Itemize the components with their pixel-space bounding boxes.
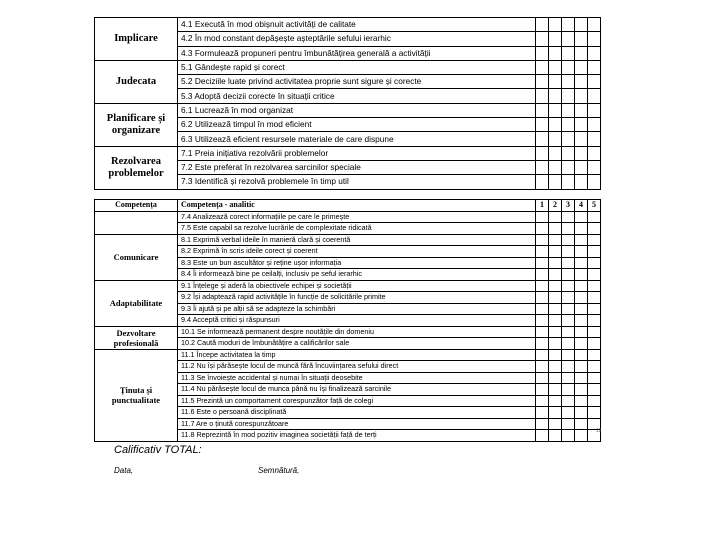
score-cell[interactable] [549, 18, 562, 32]
table-row [95, 18, 601, 32]
score-cell[interactable] [588, 349, 601, 361]
criterion-text: 10.1 Se informează permanent despre noutățile din domeniu [178, 326, 536, 338]
score-cell[interactable] [588, 372, 601, 384]
score-cell[interactable] [588, 211, 601, 223]
table-row [95, 349, 601, 361]
score-cell[interactable] [588, 326, 601, 338]
score-cell[interactable] [549, 349, 562, 361]
score-cell[interactable] [549, 46, 562, 60]
score-cell[interactable] [588, 395, 601, 407]
score-cell[interactable] [549, 395, 562, 407]
score-cell[interactable] [588, 160, 601, 174]
score-cell[interactable] [536, 349, 549, 361]
score-cell[interactable] [549, 211, 562, 223]
score-cell[interactable] [588, 246, 601, 258]
criterion-text: 7.5 Este capabil sa rezolve lucrările de complexitate ridicată [178, 223, 536, 235]
score-cell[interactable] [562, 361, 575, 373]
header-score-3: 3 [562, 200, 575, 212]
score-cell[interactable] [575, 292, 588, 304]
score-cell[interactable] [575, 326, 588, 338]
score-cell[interactable] [549, 103, 562, 117]
score-cell[interactable] [562, 211, 575, 223]
score-cell[interactable] [575, 338, 588, 350]
score-cell[interactable] [549, 75, 562, 89]
score-cell[interactable] [549, 338, 562, 350]
score-cell[interactable] [536, 338, 549, 350]
score-cell[interactable] [575, 18, 588, 32]
score-cell[interactable] [575, 361, 588, 373]
score-cell[interactable] [536, 234, 549, 246]
category-cell: Planificare și organizare [95, 103, 178, 146]
score-cell[interactable] [536, 118, 549, 132]
score-cell[interactable] [588, 75, 601, 89]
score-cell[interactable] [562, 407, 575, 419]
category-cell: Dezvoltare profesională [95, 326, 178, 349]
score-cell[interactable] [562, 160, 575, 174]
score-cell[interactable] [562, 280, 575, 292]
criterion-text: 4.1 Execută în mod obișnuit activități de calitate [178, 18, 536, 32]
score-cell[interactable] [575, 280, 588, 292]
criterion-text: 8.3 Este un bun ascultător și reține ușor informația [178, 257, 536, 269]
score-cell[interactable] [549, 234, 562, 246]
score-cell[interactable] [588, 269, 601, 281]
score-cell[interactable] [575, 75, 588, 89]
criterion-text: 7.3 Identifică și rezolvă problemele în timp util [178, 175, 536, 189]
score-cell[interactable] [536, 292, 549, 304]
criterion-text: 9.4 Acceptă critici și răspunsuri [178, 315, 536, 327]
score-cell[interactable] [549, 280, 562, 292]
score-cell[interactable] [588, 234, 601, 246]
score-cell[interactable] [562, 269, 575, 281]
criterion-text: 9.1 Înțelege și aderă la obiectivele echipei și societății [178, 280, 536, 292]
table-row [95, 234, 601, 246]
score-cell[interactable] [536, 326, 549, 338]
score-cell[interactable] [536, 280, 549, 292]
score-cell[interactable] [575, 132, 588, 146]
score-cell[interactable] [549, 132, 562, 146]
score-cell[interactable] [562, 246, 575, 258]
table-row [95, 60, 601, 74]
criterion-text: 5.2 Deciziile luate privind activitatea proprie sunt sigure și corecte [178, 75, 536, 89]
score-cell[interactable] [562, 132, 575, 146]
criterion-text: 7.1 Preia inițiativa rezolvării problemelor [178, 146, 536, 160]
score-cell[interactable] [575, 384, 588, 396]
score-cell[interactable] [575, 146, 588, 160]
score-cell[interactable] [536, 430, 549, 442]
score-cell[interactable] [549, 146, 562, 160]
score-cell[interactable] [562, 75, 575, 89]
score-cell[interactable] [536, 89, 549, 103]
score-cell[interactable] [575, 246, 588, 258]
score-cell[interactable] [588, 280, 601, 292]
score-cell[interactable] [562, 223, 575, 235]
score-cell[interactable] [575, 407, 588, 419]
score-cell[interactable] [575, 103, 588, 117]
score-cell[interactable] [536, 160, 549, 174]
score-cell[interactable] [562, 418, 575, 430]
table-row [95, 146, 601, 160]
criterion-text: 11.1 Începe activitatea la timp [178, 349, 536, 361]
total-rating-label: Calificativ TOTAL: [114, 444, 202, 456]
score-cell[interactable] [588, 103, 601, 117]
criterion-text: 5.1 Gândește rapid și corect [178, 60, 536, 74]
score-cell[interactable] [549, 292, 562, 304]
score-cell[interactable] [562, 349, 575, 361]
score-cell[interactable] [588, 223, 601, 235]
criterion-text: 8.4 Îi informează bine pe ceilalți, inclusiv pe seful ierarhic [178, 269, 536, 281]
criterion-text: 11.3 Se învoiește accidental și numai în situații deosebite [178, 372, 536, 384]
score-cell[interactable] [536, 407, 549, 419]
header-score-5: 5 [588, 200, 601, 212]
score-cell[interactable] [575, 160, 588, 174]
score-cell[interactable] [536, 46, 549, 60]
score-cell[interactable] [575, 430, 588, 442]
score-cell[interactable] [588, 361, 601, 373]
score-cell[interactable] [588, 315, 601, 327]
score-cell[interactable] [536, 132, 549, 146]
score-cell[interactable] [549, 407, 562, 419]
category-cell: Comunicare [95, 234, 178, 280]
criterion-text: 4.2 În mod constant depășește așteptările sefului ierarhic [178, 32, 536, 46]
score-cell[interactable] [562, 257, 575, 269]
score-cell[interactable] [575, 349, 588, 361]
score-cell[interactable] [536, 223, 549, 235]
category-cell: Implicare [95, 18, 178, 61]
score-cell[interactable] [588, 60, 601, 74]
page-number: 12 [596, 428, 602, 434]
score-cell[interactable] [536, 246, 549, 258]
score-cell[interactable] [562, 18, 575, 32]
score-cell[interactable] [575, 269, 588, 281]
criterion-text: 6.1 Lucrează în mod organizat [178, 103, 536, 117]
criterion-text: 11.2 Nu își părăsește locul de muncă fără încuviințarea sefului direct [178, 361, 536, 373]
category-cell: Adaptabilitate [95, 280, 178, 326]
score-cell[interactable] [562, 146, 575, 160]
score-cell[interactable] [588, 32, 601, 46]
score-cell[interactable] [549, 269, 562, 281]
score-cell[interactable] [562, 89, 575, 103]
score-cell[interactable] [588, 407, 601, 419]
category-cell: Rezolvarea problemelor [95, 146, 178, 189]
score-cell[interactable] [562, 338, 575, 350]
criterion-text: 7.4 Analizează corect informațiile pe care le primește [178, 211, 536, 223]
score-cell[interactable] [562, 118, 575, 132]
criterion-text: 11.6 Este o persoană disciplinată [178, 407, 536, 419]
score-cell[interactable] [549, 160, 562, 174]
score-cell[interactable] [536, 384, 549, 396]
score-cell[interactable] [588, 146, 601, 160]
score-cell[interactable] [536, 257, 549, 269]
score-cell[interactable] [536, 361, 549, 373]
score-cell[interactable] [536, 175, 549, 189]
score-cell[interactable] [575, 418, 588, 430]
criterion-text: 7.2 Este preferat în rezolvarea sarcinilor speciale [178, 160, 536, 174]
score-cell[interactable] [562, 292, 575, 304]
table-row [95, 326, 601, 338]
score-cell[interactable] [549, 430, 562, 442]
score-cell[interactable] [562, 372, 575, 384]
score-cell[interactable] [575, 372, 588, 384]
score-cell[interactable] [536, 75, 549, 89]
score-cell[interactable] [562, 303, 575, 315]
score-cell[interactable] [549, 372, 562, 384]
score-cell[interactable] [549, 89, 562, 103]
table-row [95, 280, 601, 292]
score-cell[interactable] [588, 292, 601, 304]
score-cell[interactable] [549, 223, 562, 235]
score-cell[interactable] [549, 326, 562, 338]
criterion-text: 10.2 Caută moduri de îmbunătățire a calificărilor sale [178, 338, 536, 350]
score-cell[interactable] [575, 234, 588, 246]
score-cell[interactable] [575, 89, 588, 103]
score-cell[interactable] [562, 395, 575, 407]
evaluation-table-bottom [94, 199, 601, 442]
score-cell[interactable] [549, 303, 562, 315]
criterion-text: 11.8 Reprezintă în mod pozitiv imaginea societății față de terți [178, 430, 536, 442]
score-cell[interactable] [562, 315, 575, 327]
criterion-text: 8.2 Exprimă în scris ideile corect și coerent [178, 246, 536, 258]
score-cell[interactable] [549, 418, 562, 430]
header-score-1: 1 [536, 200, 549, 212]
score-cell[interactable] [588, 46, 601, 60]
criterion-text: 8.1 Exprimă verbal ideile în manieră clară și coerentă [178, 234, 536, 246]
signature-label: Semnătură, [258, 466, 300, 475]
score-cell[interactable] [562, 32, 575, 46]
score-cell[interactable] [575, 118, 588, 132]
header-competenta-analitic: Competența - analitic [178, 200, 536, 212]
score-cell[interactable] [549, 118, 562, 132]
header-score-4: 4 [575, 200, 588, 212]
evaluation-table-top [94, 17, 601, 190]
score-cell[interactable] [575, 223, 588, 235]
score-cell[interactable] [588, 18, 601, 32]
criterion-text: 11.4 Nu părăsește locul de munca până nu își finalizează sarcinile [178, 384, 536, 396]
score-cell[interactable] [575, 60, 588, 74]
score-cell[interactable] [588, 89, 601, 103]
date-label: Data, [114, 466, 134, 475]
score-cell[interactable] [575, 315, 588, 327]
score-cell[interactable] [536, 18, 549, 32]
score-cell[interactable] [575, 211, 588, 223]
score-cell[interactable] [588, 384, 601, 396]
header-competenta: Competența [95, 200, 178, 212]
score-cell[interactable] [536, 146, 549, 160]
score-cell[interactable] [536, 269, 549, 281]
score-cell[interactable] [562, 103, 575, 117]
score-cell[interactable] [536, 303, 549, 315]
score-cell[interactable] [562, 234, 575, 246]
score-cell[interactable] [575, 46, 588, 60]
criterion-text: 9.2 Își adaptează rapid activitățile în funcție de solicitările primite [178, 292, 536, 304]
score-cell[interactable] [575, 303, 588, 315]
score-cell[interactable] [549, 257, 562, 269]
score-cell[interactable] [562, 46, 575, 60]
score-cell[interactable] [549, 384, 562, 396]
criterion-text: 6.3 Utilizează eficient resursele materiale de care dispune [178, 132, 536, 146]
score-cell[interactable] [549, 60, 562, 74]
score-cell[interactable] [575, 175, 588, 189]
table-header-row [95, 200, 601, 212]
score-cell[interactable] [549, 315, 562, 327]
score-cell[interactable] [588, 118, 601, 132]
score-cell[interactable] [575, 395, 588, 407]
score-cell[interactable] [549, 32, 562, 46]
score-cell[interactable] [588, 303, 601, 315]
criterion-text: 5.3 Adoptă decizii corecte în situații critice [178, 89, 536, 103]
table-row [95, 103, 601, 117]
score-cell[interactable] [549, 246, 562, 258]
score-cell[interactable] [575, 257, 588, 269]
score-cell[interactable] [588, 338, 601, 350]
score-cell[interactable] [536, 32, 549, 46]
score-cell[interactable] [575, 32, 588, 46]
criterion-text: 11.5 Prezintă un comportament corespunzător față de colegi [178, 395, 536, 407]
score-cell[interactable] [536, 60, 549, 74]
score-cell[interactable] [588, 175, 601, 189]
criterion-text: 4.3 Formulează propuneri pentru îmbunătățirea generală a activității [178, 46, 536, 60]
table-row [95, 211, 601, 223]
score-cell[interactable] [536, 395, 549, 407]
score-cell[interactable] [562, 175, 575, 189]
score-cell[interactable] [536, 418, 549, 430]
score-cell[interactable] [536, 103, 549, 117]
score-cell[interactable] [562, 430, 575, 442]
score-cell[interactable] [562, 60, 575, 74]
score-cell[interactable] [549, 361, 562, 373]
category-cell [95, 211, 178, 234]
score-cell[interactable] [536, 372, 549, 384]
score-cell[interactable] [562, 326, 575, 338]
category-cell: Judecata [95, 60, 178, 103]
criterion-text: 11.7 Are o ținută corespunzătoare [178, 418, 536, 430]
score-cell[interactable] [562, 384, 575, 396]
score-cell[interactable] [549, 175, 562, 189]
score-cell[interactable] [536, 315, 549, 327]
category-cell: Ținuta și punctualitate [95, 349, 178, 441]
criterion-text: 9.3 Îi ajută și pe alții să se adapteze la schimbări [178, 303, 536, 315]
criterion-text: 6.2 Utilizează timpul în mod eficient [178, 118, 536, 132]
score-cell[interactable] [588, 132, 601, 146]
header-score-2: 2 [549, 200, 562, 212]
score-cell[interactable] [588, 257, 601, 269]
score-cell[interactable] [536, 211, 549, 223]
